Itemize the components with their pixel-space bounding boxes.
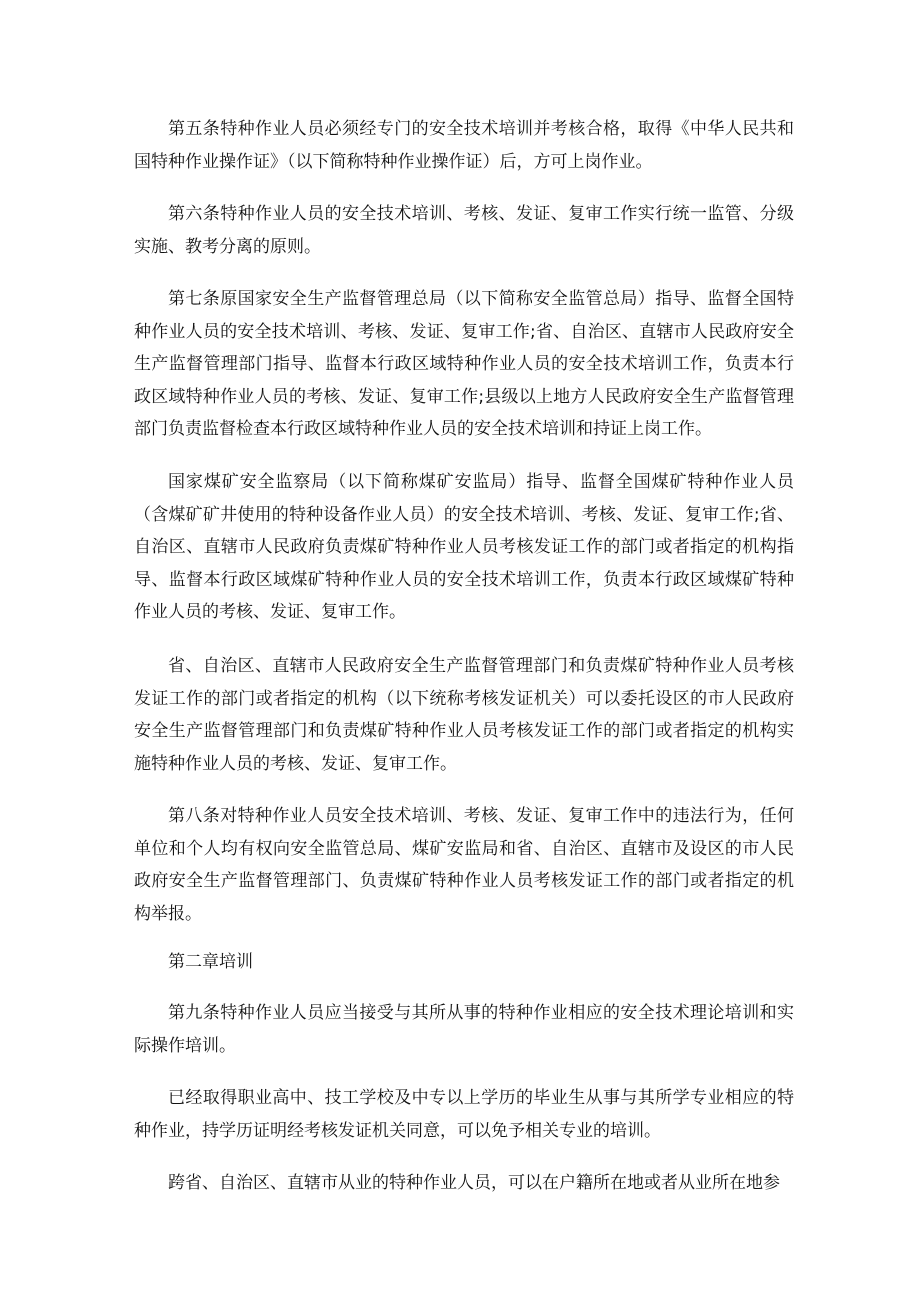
paragraph-cross-province: 跨省、自治区、直辖市从业的特种作业人员，可以在户籍所在地或者从业所在地参 [168, 1173, 780, 1193]
paragraph-delegation: 省、自治区、直辖市人民政府安全生产监督管理部门和负责煤矿特种作业人员考核发证工作的部门或者指定的机构（以下统称考核发证机关）可以委托设区的市人民政府安全生产监督管理部门和负责煤矿特种作业人员考核发证工作的部门或者指定的机构实施特种作业人员的考核、发证、复审工作。 [134, 656, 794, 774]
paragraph-exemption: 已经取得职业高中、技工学校及中专以上学历的毕业生从事与其所学专业相应的特种作业，持学历证明经考核发证机关同意，可以免予相关专业的培训。 [134, 1088, 794, 1141]
paragraph-article-5: 第五条特种作业人员必须经专门的安全技术培训并考核合格，取得《中华人民共和国特种作业操作证》（以下简称特种作业操作证）后，方可上岗作业。 [134, 119, 794, 172]
paragraph-coal-mine-supervision: 国家煤矿安全监察局（以下简称煤矿安监局）指导、监督全国煤矿特种作业人员（含煤矿矿井使用的特种设备作业人员）的安全技术培训、考核、发证、复审工作;省、自治区、直辖市人民政府负责煤矿特种作业人员考核发证工作的部门或者指定的机构指导、监督本行政区域煤矿特种作业人员的安全技术培训工作，负责本行政区域煤矿特种作业人员的考核、发证、复审工作。 [134, 472, 794, 622]
paragraph-article-8: 第八条对特种作业人员安全技术培训、考核、发证、复审工作中的违法行为，任何单位和个人均有权向安全监管总局、煤矿安监局和省、自治区、直辖市及设区的市人民政府安全生产监督管理部门、负责煤矿特种作业人员考核发证工作的部门或者指定的机构举报。 [134, 806, 794, 924]
chapter-heading-training: 第二章培训 [168, 952, 253, 972]
paragraph-article-9: 第九条特种作业人员应当接受与其所从事的特种作业相应的安全技术理论培训和实际操作培训。 [134, 1003, 794, 1056]
paragraph-article-6: 第六条特种作业人员的安全技术培训、考核、发证、复审工作实行统一监管、分级实施、教考分离的原则。 [134, 204, 794, 257]
paragraph-article-7: 第七条原国家安全生产监督管理总局（以下简称安全监管总局）指导、监督全国特种作业人员的安全技术培训、考核、发证、复审工作;省、自治区、直辖市人民政府安全生产监督管理部门指导、监督本行政区域特种作业人员的安全技术培训工作，负责本行政区域特种作业人员的考核、发证、复审工作;县级以上地方人民政府安全生产监督管理部门负责监督检查本行政区域特种作业人员的安全技术培训和持证上岗工作。 [134, 289, 794, 439]
